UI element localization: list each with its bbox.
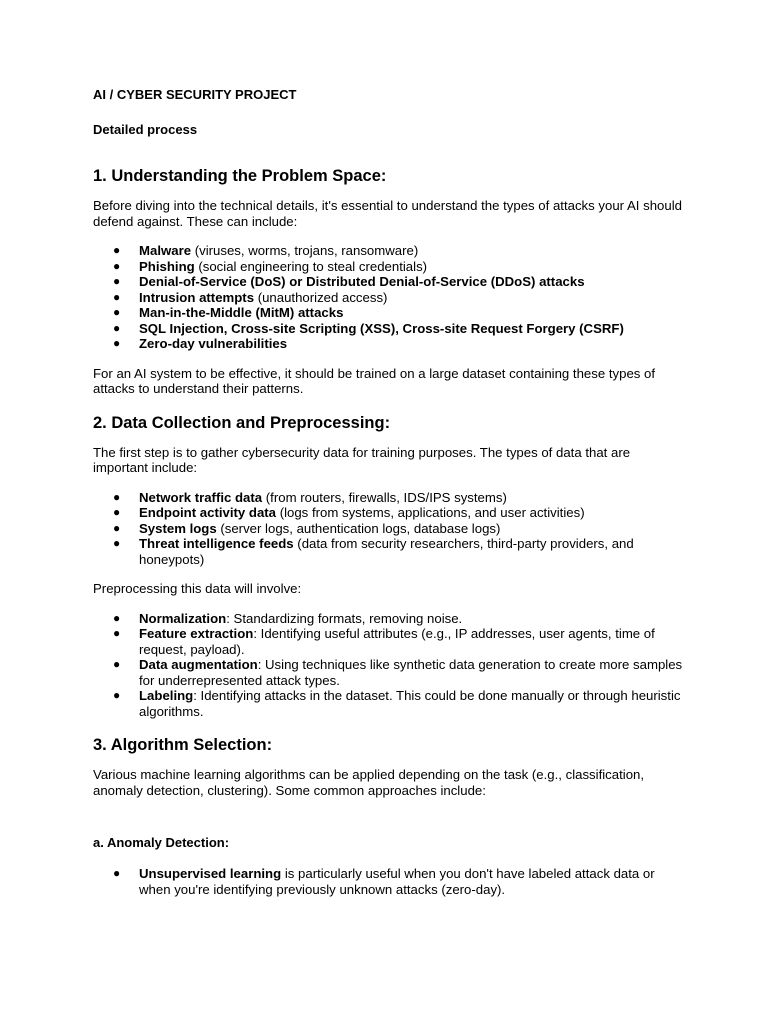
anomaly-detection-subheading: a. Anomaly Detection: xyxy=(93,835,230,850)
section-3-heading: 3. Algorithm Selection: xyxy=(93,736,273,754)
list-item-description: is particularly useful when you don't have labeled attack data or when you're identifying previously unknown attacks (zero-day). xyxy=(139,866,655,897)
section-1-heading: 1. Understanding the Problem Space: xyxy=(93,167,387,185)
list-item-description: (viruses, worms, trojans, ransomware) xyxy=(191,243,419,258)
list-item xyxy=(93,259,683,275)
list-item-term: Unsupervised learning xyxy=(139,866,282,881)
list-item xyxy=(93,305,683,321)
preprocessing-intro: Preprocessing this data will involve: xyxy=(93,581,302,596)
section-1-outro: For an AI system to be effective, it should be trained on a large dataset containing these types of attacks to understand their patterns. xyxy=(93,365,656,396)
preprocessing-list xyxy=(93,611,683,720)
list-item xyxy=(93,611,683,627)
bullet-icon: ● xyxy=(113,610,121,625)
list-item-term: Man-in-the-Middle (MitM) attacks xyxy=(139,305,344,320)
data-types-list xyxy=(93,490,683,568)
section-2-heading: 2. Data Collection and Preprocessing: xyxy=(93,413,391,432)
bullet-icon: ● xyxy=(113,289,121,304)
list-item-term: Malware xyxy=(139,243,192,258)
bullet-icon: ● xyxy=(113,536,121,550)
list-item-description: (unauthorized access) xyxy=(254,289,388,305)
list-item-term: Denial-of-Service (DoS) or Distributed Denial-of-Service (DDoS) attacks xyxy=(139,274,585,289)
list-item-term: Labeling xyxy=(139,688,194,703)
section-2-intro: The first step is to gather cybersecurity data for training purposes. The types of data that are important include: xyxy=(93,444,631,475)
bullet-icon: ● xyxy=(113,626,121,640)
list-item xyxy=(93,321,683,337)
list-item xyxy=(93,243,683,259)
document-page xyxy=(93,86,683,897)
list-item xyxy=(93,521,683,537)
bullet-icon: ● xyxy=(113,305,121,319)
list-item-term: System logs xyxy=(139,520,217,536)
bullet-icon: ● xyxy=(113,505,121,519)
bullet-icon: ● xyxy=(113,258,121,273)
list-item xyxy=(93,657,683,688)
list-item-description: : Identifying useful attributes (e.g., IP addresses, user agents, time of request, payload). xyxy=(139,626,655,657)
list-item-term: Network traffic data xyxy=(139,489,263,505)
list-item xyxy=(93,688,683,719)
list-item xyxy=(93,626,683,657)
list-item-description: (logs from systems, applications, and user activities) xyxy=(276,505,585,520)
anomaly-detection-list xyxy=(93,866,683,897)
bullet-icon: ● xyxy=(113,243,121,257)
bullet-icon: ● xyxy=(113,274,121,288)
list-item-description: : Identifying attacks in the dataset. This could be done manually or through heuristic algorithms. xyxy=(139,688,681,719)
document-title: AI / CYBER SECURITY PROJECT xyxy=(93,87,297,102)
bullet-icon: ● xyxy=(113,657,121,671)
list-item xyxy=(93,490,683,506)
list-item-term: Data augmentation xyxy=(139,657,258,672)
section-3-intro: Various machine learning algorithms can be applied depending on the task (e.g., classification, anomaly detection, clustering). Some common approaches include: xyxy=(93,767,645,798)
list-item-term: Feature extraction xyxy=(139,626,254,641)
list-item-description: (server logs, authentication logs, database logs) xyxy=(216,520,501,536)
attack-types-list xyxy=(93,243,683,352)
bullet-icon: ● xyxy=(113,520,121,535)
list-item-description: (from routers, firewalls, IDS/IPS systems) xyxy=(262,489,507,505)
list-item-term: SQL Injection, Cross-site Scripting (XSS), Cross-site Request Forgery (CSRF) xyxy=(139,320,624,336)
section-1-intro: Before diving into the technical details, it's essential to understand the types of attacks your AI should defend against. These can include: xyxy=(93,198,682,229)
list-item xyxy=(93,274,683,290)
list-item xyxy=(93,866,683,897)
bullet-icon: ● xyxy=(113,336,121,350)
list-item xyxy=(93,290,683,306)
list-item-description: (social engineering to steal credentials) xyxy=(194,258,428,274)
list-item-description: (data from security researchers, third-party providers, and honeypots) xyxy=(139,536,634,567)
list-item xyxy=(93,336,683,352)
list-item-term: Intrusion attempts xyxy=(139,289,255,305)
list-item-term: Threat intelligence feeds xyxy=(139,536,294,551)
bullet-icon: ● xyxy=(113,688,121,702)
list-item-description: : Using techniques like synthetic data generation to create more samples for underrepresented attack types. xyxy=(139,657,683,688)
list-item-term: Phishing xyxy=(139,258,195,274)
list-item xyxy=(93,536,683,567)
bullet-icon: ● xyxy=(113,489,121,504)
list-item-term: Endpoint activity data xyxy=(139,505,277,520)
list-item-term: Zero-day vulnerabilities xyxy=(139,336,288,351)
document-subtitle: Detailed process xyxy=(93,122,198,137)
list-item-description: : Standardizing formats, removing noise. xyxy=(226,610,463,626)
list-item-term: Normalization xyxy=(139,610,227,626)
bullet-icon: ● xyxy=(113,866,121,880)
bullet-icon: ● xyxy=(113,320,121,335)
list-item xyxy=(93,505,683,521)
